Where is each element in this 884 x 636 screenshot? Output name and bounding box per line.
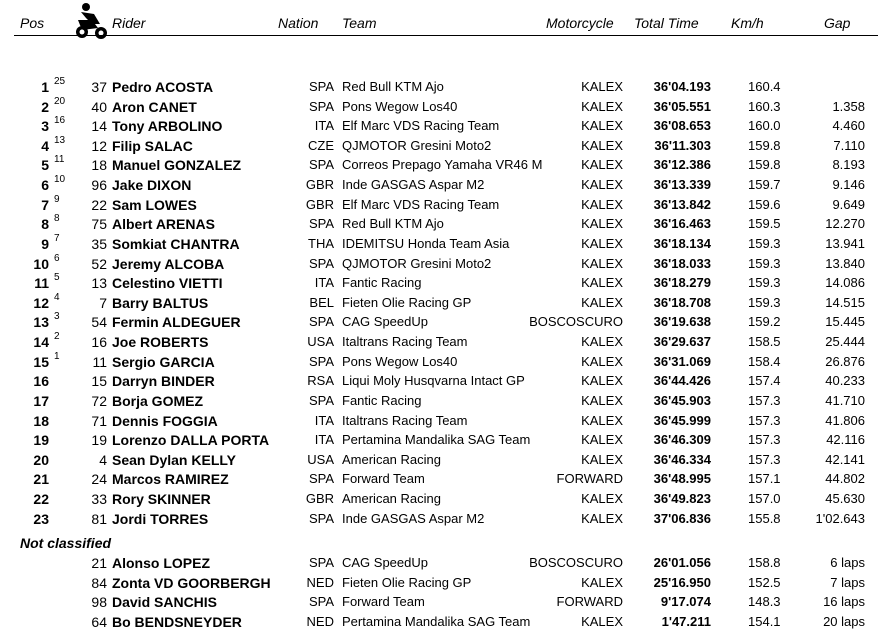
cell-total-time: 9'17.074 (660, 594, 711, 610)
cell-gap: 9.146 (832, 177, 865, 193)
cell-position: 18 (33, 412, 49, 429)
cell-gap: 14.515 (825, 294, 865, 310)
cell-motorcycle: KALEX (581, 177, 623, 193)
cell-number: 13 (91, 275, 107, 292)
cell-team: CAG SpeedUp (342, 314, 428, 330)
table-row (0, 471, 884, 490)
cell-number: 64 (91, 613, 107, 630)
header-team: Team (342, 15, 377, 31)
cell-number: 4 (99, 451, 107, 468)
cell-motorcycle: KALEX (581, 98, 623, 114)
cell-gap: 26.876 (825, 353, 865, 369)
cell-total-time: 36'31.069 (653, 353, 711, 369)
cell-total-time: 36'44.426 (653, 373, 711, 389)
cell-kmh: 157.3 (748, 392, 781, 408)
cell-gap: 9.649 (832, 196, 865, 212)
cell-rider: Marcos RAMIREZ (112, 471, 229, 488)
cell-position: 9 (41, 235, 49, 252)
cell-position: 16 (33, 373, 49, 390)
cell-nation: SPA (308, 79, 334, 94)
cell-number: 71 (91, 412, 107, 429)
cell-nation: ITA (314, 118, 334, 134)
cell-kmh: 159.8 (748, 157, 781, 173)
cell-team: Inde GASGAS Aspar M2 (342, 177, 485, 193)
cell-motorcycle: KALEX (581, 255, 623, 271)
cell-total-time: 36'29.637 (653, 334, 711, 350)
cell-gap: 42.116 (826, 432, 865, 448)
cell-number: 16 (91, 334, 107, 351)
cell-kmh: 157.4 (748, 373, 781, 389)
cell-motorcycle: KALEX (581, 118, 623, 134)
cell-nation: USA (307, 451, 334, 467)
cell-position: 3 (41, 118, 49, 135)
cell-team: American Racing (342, 451, 441, 467)
cell-nation: RSA (307, 373, 334, 389)
cell-nation: SPA (308, 98, 334, 114)
cell-kmh: 158.5 (748, 334, 781, 350)
cell-number: 11 (92, 353, 107, 370)
cell-nation: SPA (308, 392, 334, 408)
table-row (0, 413, 884, 432)
cell-team: American Racing (342, 491, 441, 507)
cell-team: Liqui Moly Husqvarna Intact GP (342, 373, 525, 389)
cell-kmh: 157.3 (748, 412, 781, 428)
table-row (0, 213, 884, 235)
table-row (0, 76, 884, 98)
cell-team: QJMOTOR Gresini Moto2 (342, 255, 492, 271)
cell-total-time: 36'08.653 (653, 118, 711, 134)
cell-position: 11 (34, 275, 49, 292)
table-row (0, 252, 884, 275)
cell-position: 2 (41, 98, 49, 115)
cell-number: 81 (91, 510, 107, 527)
cell-nation: SPA (308, 353, 334, 369)
cell-team: Fieten Olie Racing GP (342, 294, 472, 310)
cell-number: 7 (99, 294, 107, 311)
cell-rider: Jeremy ALCOBA (112, 255, 225, 272)
cell-kmh: 148.3 (748, 594, 781, 610)
header-pos: Pos (20, 15, 45, 31)
cell-kmh: 159.8 (748, 137, 781, 153)
cell-total-time: 36'04.193 (653, 79, 711, 94)
cell-number: 37 (91, 79, 107, 95)
cell-team: Red Bull KTM Ajo (342, 79, 444, 94)
cell-number: 33 (91, 491, 107, 508)
table-row (0, 575, 884, 594)
cell-kmh: 157.0 (748, 491, 781, 507)
cell-motorcycle: KALEX (581, 157, 623, 173)
cell-nation: USA (307, 334, 334, 350)
table-row (0, 350, 884, 373)
cell-gap: 16 laps (823, 594, 865, 610)
cell-kmh: 159.7 (748, 177, 781, 193)
cell-gap: 25.444 (825, 334, 865, 350)
cell-total-time: 36'48.995 (653, 471, 711, 487)
cell-gap: 8.193 (832, 157, 865, 173)
cell-total-time: 36'19.638 (653, 314, 711, 330)
cell-total-time: 36'18.134 (653, 235, 711, 251)
cell-motorcycle: KALEX (581, 275, 623, 291)
cell-kmh: 159.5 (748, 216, 781, 232)
cell-rider: Pedro ACOSTA (112, 79, 214, 95)
cell-rider: Bo BENDSNEYDER (112, 613, 242, 630)
cell-team: Pertamina Mandalika SAG Team (342, 432, 531, 448)
cell-rider: Alonso LOPEZ (112, 555, 210, 571)
cell-rider: Rory SKINNER (112, 491, 211, 508)
cell-position: 22 (33, 491, 49, 508)
cell-gap: 1.358 (832, 98, 865, 114)
table-row (0, 174, 884, 196)
table-row (0, 134, 884, 157)
cell-gap: 40.233 (825, 373, 865, 389)
cell-kmh: 154.1 (748, 613, 781, 629)
cell-number: 22 (91, 196, 107, 213)
cell-points: 2 (54, 331, 60, 343)
table-row (0, 555, 884, 574)
cell-gap: 15.445 (825, 314, 865, 330)
cell-rider: Zonta VD GOORBERGH (112, 574, 271, 591)
cell-team: IDEMITSU Honda Team Asia (342, 235, 510, 251)
cell-team: Pons Wegow Los40 (342, 353, 458, 369)
cell-nation: GBR (305, 196, 334, 212)
cell-position: 7 (41, 196, 49, 213)
cell-motorcycle: BOSCOSCURO (529, 314, 623, 330)
cell-nation: SPA (308, 555, 334, 570)
cell-motorcycle: KALEX (581, 510, 623, 526)
cell-rider: Fermin ALDEGUER (112, 314, 241, 331)
header-gap: Gap (824, 15, 851, 31)
cell-motorcycle: KALEX (581, 353, 623, 369)
cell-position: 12 (33, 294, 49, 311)
cell-team: Fieten Olie Racing GP (342, 574, 472, 590)
cell-position: 21 (33, 471, 49, 488)
cell-team: Pons Wegow Los40 (342, 98, 458, 114)
cell-motorcycle: KALEX (581, 373, 623, 389)
cell-number: 18 (91, 157, 107, 174)
header-kmh: Km/h (731, 15, 764, 31)
cell-number: 35 (91, 235, 107, 252)
cell-total-time: 36'18.708 (653, 294, 711, 310)
cell-motorcycle: BOSCOSCURO (529, 555, 623, 570)
table-row (0, 193, 884, 216)
cell-position: 20 (33, 451, 49, 468)
cell-number: 40 (91, 98, 107, 115)
cell-nation: NED (306, 613, 334, 629)
cell-total-time: 36'16.463 (653, 216, 711, 232)
header-rider: Rider (112, 15, 146, 31)
cell-nation: ITA (314, 275, 334, 291)
table-row (0, 393, 884, 412)
cell-team: Italtrans Racing Team (342, 334, 468, 350)
cell-position: 8 (41, 216, 49, 233)
cell-nation: CZE (308, 137, 334, 153)
cell-team: QJMOTOR Gresini Moto2 (342, 137, 492, 153)
cell-gap: 4.460 (832, 118, 865, 134)
cell-kmh: 159.3 (748, 294, 781, 310)
cell-motorcycle: KALEX (581, 196, 623, 212)
cell-total-time: 36'45.903 (653, 392, 711, 408)
header-nation: Nation (278, 15, 319, 31)
cell-position: 5 (41, 157, 49, 174)
cell-rider: Joe ROBERTS (112, 334, 209, 351)
cell-nation: SPA (308, 157, 334, 173)
cell-rider: Somkiat CHANTRA (112, 235, 240, 252)
cell-number: 84 (91, 574, 107, 591)
cell-total-time: 37'06.836 (653, 510, 711, 526)
cell-number: 72 (91, 392, 107, 409)
cell-nation: NED (306, 574, 334, 590)
cell-team: Elf Marc VDS Racing Team (342, 118, 500, 134)
cell-gap: 13.941 (825, 235, 865, 251)
cell-kmh: 155.8 (748, 510, 781, 526)
cell-number: 14 (91, 118, 107, 135)
cell-kmh: 157.3 (748, 451, 781, 467)
cell-kmh: 160.3 (748, 98, 781, 114)
cell-kmh: 159.2 (748, 314, 781, 330)
cell-nation: SPA (308, 594, 334, 610)
cell-nation: SPA (308, 510, 334, 526)
table-row (0, 511, 884, 530)
table-row (0, 154, 884, 176)
cell-total-time: 25'16.950 (653, 574, 711, 590)
cell-position: 14 (33, 334, 49, 351)
cell-total-time: 36'46.334 (653, 451, 711, 467)
cell-motorcycle: KALEX (581, 79, 623, 94)
cell-points: 1 (54, 350, 60, 362)
cell-team: CAG SpeedUp (342, 555, 428, 570)
cell-motorcycle: KALEX (581, 334, 623, 350)
cell-rider: Sean Dylan KELLY (112, 451, 236, 468)
table-row (0, 311, 884, 333)
cell-gap: 13.840 (825, 255, 865, 271)
cell-number: 54 (91, 314, 107, 331)
cell-team: Elf Marc VDS Racing Team (342, 196, 500, 212)
cell-rider: Sam LOWES (112, 196, 197, 213)
cell-position: 10 (33, 255, 49, 272)
cell-rider: Aron CANET (112, 98, 197, 115)
cell-team: Red Bull KTM Ajo (342, 216, 444, 232)
cell-points: 9 (54, 193, 60, 205)
cell-motorcycle: KALEX (581, 451, 623, 467)
cell-motorcycle: KALEX (581, 392, 623, 408)
cell-motorcycle: KALEX (581, 432, 623, 448)
cell-nation: SPA (308, 471, 334, 487)
cell-points: 4 (54, 291, 60, 303)
cell-number: 24 (91, 471, 107, 488)
cell-rider: Jake DIXON (112, 177, 192, 194)
cell-kmh: 159.3 (748, 275, 781, 291)
cell-gap: 1'02.643 (815, 510, 865, 526)
table-row (0, 614, 884, 633)
cell-rider: Filip SALAC (112, 137, 193, 154)
cell-nation: SPA (308, 314, 334, 330)
cell-gap: 7.110 (833, 137, 865, 153)
cell-motorcycle: KALEX (581, 412, 623, 428)
cell-motorcycle: KALEX (581, 294, 623, 310)
table-row (0, 491, 884, 510)
cell-motorcycle: FORWARD (556, 594, 623, 610)
cell-rider: Jordi TORRES (112, 510, 209, 527)
header-motorcycle: Motorcycle (546, 15, 614, 31)
cell-team: Fantic Racing (342, 392, 422, 408)
cell-total-time: 36'18.033 (653, 255, 711, 271)
cell-rider: Sergio GARCIA (112, 353, 215, 370)
cell-gap: 45.630 (825, 491, 865, 507)
table-row (0, 331, 884, 353)
cell-total-time: 36'18.279 (653, 275, 711, 291)
cell-points: 11 (54, 154, 65, 166)
cell-rider: Borja GOMEZ (112, 392, 204, 409)
cell-motorcycle: KALEX (581, 574, 623, 590)
cell-total-time: 36'46.309 (653, 432, 711, 448)
cell-motorcycle: KALEX (581, 216, 623, 232)
cell-points: 5 (54, 272, 60, 284)
cell-kmh: 158.4 (748, 353, 781, 369)
cell-gap: 44.802 (825, 471, 865, 487)
cell-team: Forward Team (342, 471, 425, 487)
cell-gap: 42.141 (825, 451, 865, 467)
cell-nation: BEL (309, 294, 334, 310)
cell-team: Italtrans Racing Team (342, 412, 468, 428)
cell-nation: SPA (308, 255, 334, 271)
cell-nation: ITA (314, 432, 334, 448)
cell-gap: 12.270 (825, 216, 865, 232)
cell-gap: 14.086 (825, 275, 865, 291)
cell-gap: 7 laps (830, 574, 865, 590)
table-row (0, 95, 884, 118)
table-row (0, 452, 884, 471)
cell-kmh: 158.8 (748, 555, 781, 570)
cell-kmh: 159.3 (748, 235, 781, 251)
cell-points: 25 (54, 76, 66, 87)
cell-points: 8 (54, 213, 60, 225)
cell-number: 21 (91, 555, 107, 571)
cell-total-time: 36'12.386 (653, 157, 711, 173)
cell-points: 3 (54, 311, 60, 323)
cell-rider: Darryn BINDER (112, 373, 215, 390)
cell-kmh: 157.1 (748, 471, 781, 487)
cell-total-time: 36'45.999 (653, 412, 711, 428)
cell-total-time: 36'05.551 (653, 98, 711, 114)
cell-position: 1 (41, 79, 49, 95)
cell-points: 20 (54, 95, 66, 107)
cell-number: 98 (91, 594, 107, 611)
header-divider (14, 35, 878, 36)
cell-kmh: 160.4 (748, 79, 781, 94)
cell-number: 52 (91, 255, 107, 272)
cell-position: 15 (33, 353, 49, 370)
cell-position: 17 (33, 392, 49, 409)
cell-total-time: 36'13.842 (653, 196, 711, 212)
cell-kmh: 157.3 (748, 432, 781, 448)
cell-position: 6 (41, 177, 49, 194)
cell-points: 16 (54, 115, 66, 127)
table-row (0, 432, 884, 451)
cell-motorcycle: KALEX (581, 137, 623, 153)
header-total-time: Total Time (634, 15, 699, 31)
cell-team: Correos Prepago Yamaha VR46 M (342, 157, 543, 173)
cell-rider: Tony ARBOLINO (112, 118, 223, 135)
cell-kmh: 159.3 (748, 255, 781, 271)
cell-gap: 41.710 (825, 392, 865, 408)
cell-total-time: 36'11.303 (654, 137, 711, 153)
cell-position: 4 (41, 137, 49, 154)
cell-rider: David SANCHIS (112, 594, 218, 611)
cell-team: Forward Team (342, 594, 425, 610)
cell-gap: 20 laps (823, 613, 865, 629)
cell-motorcycle: KALEX (581, 235, 623, 251)
cell-kmh: 152.5 (748, 574, 781, 590)
cell-number: 15 (91, 373, 107, 390)
cell-nation: GBR (305, 491, 334, 507)
cell-position: 19 (33, 432, 49, 449)
table-row (0, 272, 884, 294)
table-row (0, 115, 884, 137)
table-row (0, 594, 884, 613)
cell-gap: 6 laps (830, 555, 865, 570)
cell-points: 7 (54, 232, 60, 244)
cell-motorcycle: KALEX (581, 613, 623, 629)
cell-total-time: 1'47.211 (661, 613, 711, 629)
cell-nation: THA (308, 235, 334, 251)
cell-gap: 41.806 (825, 412, 865, 428)
cell-rider: Dennis FOGGIA (112, 412, 218, 429)
cell-position: 13 (33, 314, 49, 331)
cell-rider: Lorenzo DALLA PORTA (112, 432, 270, 449)
table-row (0, 232, 884, 255)
cell-rider: Albert ARENAS (112, 216, 215, 233)
cell-nation: ITA (314, 412, 334, 428)
cell-nation: GBR (305, 177, 334, 193)
cell-points: 6 (54, 252, 60, 264)
cell-motorcycle: FORWARD (556, 471, 623, 487)
cell-number: 75 (91, 216, 107, 233)
cell-motorcycle: KALEX (581, 491, 623, 507)
cell-kmh: 159.6 (748, 196, 781, 212)
cell-nation: SPA (308, 216, 334, 232)
cell-total-time: 36'49.823 (653, 491, 711, 507)
cell-team: Pertamina Mandalika SAG Team (342, 613, 531, 629)
cell-rider: Celestino VIETTI (112, 275, 223, 292)
cell-total-time: 26'01.056 (653, 555, 711, 570)
cell-points: 13 (54, 134, 66, 146)
table-row (0, 291, 884, 314)
table-row (0, 373, 884, 392)
cell-number: 19 (91, 432, 107, 449)
cell-team: Fantic Racing (342, 275, 422, 291)
cell-position: 23 (33, 510, 49, 527)
cell-number: 12 (91, 137, 107, 154)
cell-number: 96 (91, 177, 107, 194)
cell-points: 10 (54, 174, 66, 186)
cell-team: Inde GASGAS Aspar M2 (342, 510, 485, 526)
cell-total-time: 36'13.339 (653, 177, 711, 193)
cell-kmh: 160.0 (748, 118, 781, 134)
cell-rider: Barry BALTUS (112, 294, 209, 311)
cell-rider: Manuel GONZALEZ (112, 157, 242, 174)
not-classified-heading: Not classified (20, 535, 112, 551)
